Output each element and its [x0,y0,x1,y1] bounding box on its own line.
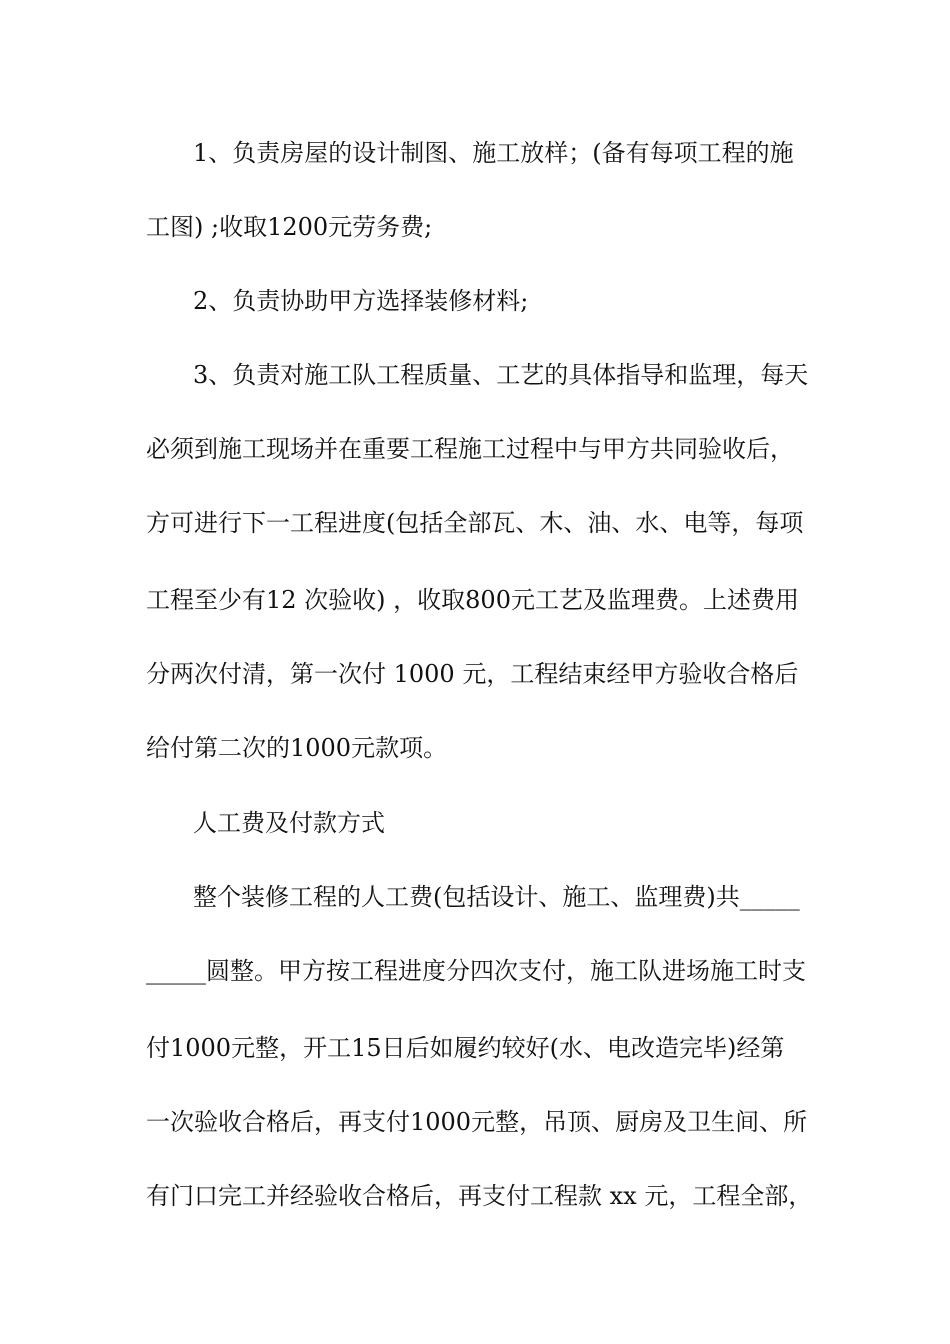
text-line-8: 分两次付清，第一次付 1000 元，工程结束经甲方验收合格后 [146,660,799,688]
text-line-2: 工图) ;收取1200元劳务费; [146,213,433,241]
text-line-11: 整个装修工程的人工费(包括设计、施工、监理费)共_____ [193,883,800,911]
text-line-1: 1、负责房屋的设计制图、施工放样；(备有每项工程的施 [193,139,794,167]
text-line-13: 付1000元整，开工15日后如履约较好(水、电改造完毕)经第 [146,1034,785,1062]
text-line-3: 2、负责协助甲方选择装修材料; [193,287,529,315]
text-line-12: _____圆整。甲方按工程进度分四次支付，施工队进场施工时支 [146,957,806,985]
section-heading: 人工费及付款方式 [193,809,385,837]
text-line-6: 方可进行下一工程进度(包括全部瓦、木、油、水、电等，每项 [146,509,804,537]
text-line-5: 必须到施工现场并在重要工程施工过程中与甲方共同验收后， [146,435,794,463]
text-line-7: 工程至少有12 次验收) ，收取800元工艺及监理费。上述费用 [146,586,799,614]
text-line-4: 3、负责对施工队工程质量、工艺的具体指导和监理，每天 [193,361,809,389]
text-line-9: 给付第二次的1000元款项。 [146,734,448,762]
text-line-14: 一次验收合格后，再支付1000元整，吊顶、厨房及卫生间、所 [146,1108,808,1136]
text-line-15: 有门口完工并经验收合格后，再支付工程款 xx 元，工程全部， [146,1182,813,1210]
